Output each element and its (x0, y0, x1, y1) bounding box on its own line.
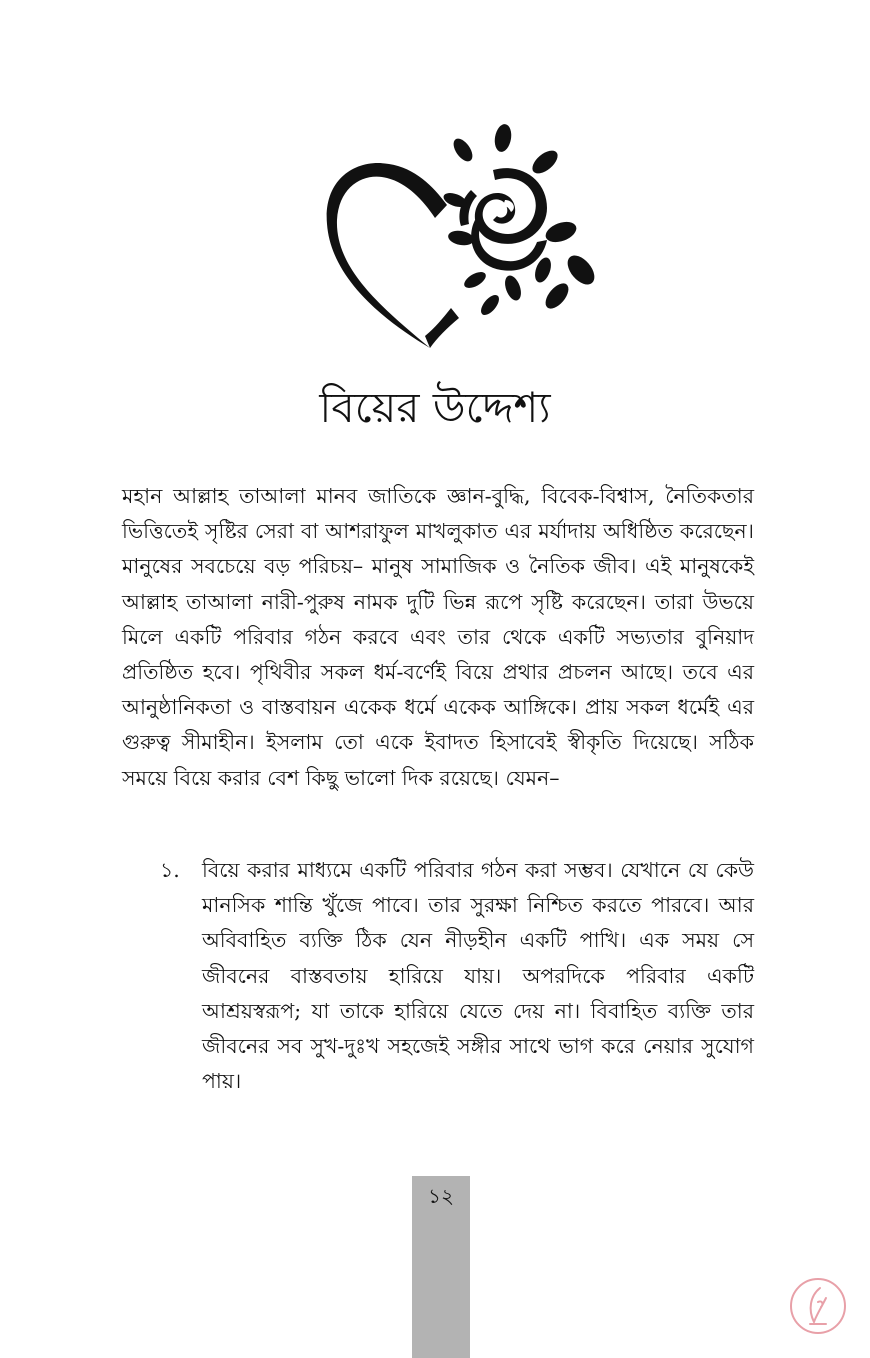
list-item-number: ১. (160, 858, 180, 882)
numbered-list (160, 853, 754, 1099)
page-number: ১২ (428, 1184, 454, 1208)
intro-paragraph: মহান আল্লাহ তাআলা মানব জাতিকে জ্ঞান-বুদ্ধি, বিবেক-বিশ্বাস, নৈতিকতার ভিত্তিতেই সৃষ্টির সেরা বা আশরাফুল মাখলুকাত এর মর্যাদায় অধিষ্ঠিত করেছেন। মানুষের সবচেয়ে বড় পরিচয়– মানুষ সামাজিক ও নৈতিক জীব। এই মানুষকেই আল্লাহ তাআলা নারী-পুরুষ নামক দুটি ভিন্ন রূপে সৃষ্টি করেছেন। তারা উভয়ে মিলে একটি পরিবার গঠন করবে এবং তার থেকে একটি সভ্যতার বুনিয়াদ প্রতিষ্ঠিত হবে। পৃথিবীর সকল ধর্ম-বর্ণেই বিয়ে প্রথার প্রচলন আছে। তবে এর আনুষ্ঠানিকতা ও বাস্তবায়ন একেক ধর্মে একেক আঙ্গিকে। প্রায় সকল ধর্মেই এর গুরুত্ব সীমাহীন। ইসলাম তো একে ইবাদত হিসাবেই স্বীকৃতি দিয়েছে। সঠিক সময়ে বিয়ে করার বেশ কিছু ভালো দিক রয়েছে। যেমন– (122, 484, 754, 790)
heart-rose-icon (325, 120, 605, 355)
page-title: বিয়ের উদ্দেশ্য (319, 383, 551, 432)
quill-watermark-icon (788, 1276, 848, 1336)
page-number-tab (412, 1176, 470, 1358)
list-item-text: বিয়ে করার মাধ্যমে একটি পরিবার গঠন করা সম্ভব। যেখানে যে কেউ মানসিক শান্তি খুঁজে পাবে। তার সুরক্ষা নিশ্চিত করতে পারবে। আর অবিবাহিত ব্যক্তি ঠিক যেন নীড়হীন একটি পাখি। এক সময় সে জীবনের বাস্তবতায় হারিয়ে যায়। অপরদিকে পরিবার একটি আশ্রয়স্বরূপ; যা তাকে হারিয়ে যেতে দেয় না। বিবাহিত ব্যক্তি তার জীবনের সব সুখ-দুঃখ সহজেই সঙ্গীর সাথে ভাগ করে নেয়ার সুযোগ পায়। (202, 858, 754, 1094)
list-item (160, 853, 754, 1099)
